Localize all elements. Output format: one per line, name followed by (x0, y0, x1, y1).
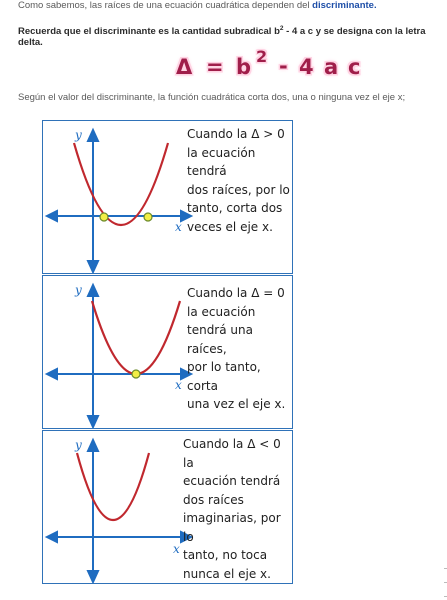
panel-one-root-text (187, 284, 292, 414)
text-line: ecuación tendrá (183, 474, 281, 488)
recuerda-before: Recuerda que el discriminante es la cantidad subradical b (18, 26, 280, 38)
intro-text (18, 0, 377, 11)
text-line: Cuando la Δ = 0 (187, 286, 285, 300)
root-point (100, 213, 108, 221)
text-line: una vez el eje x. (187, 397, 286, 411)
panel-two-roots-text (187, 125, 292, 236)
text-line: imaginarias, por lo (183, 511, 281, 544)
text-line: nunca el eje x. (183, 566, 271, 581)
x-axis-label: x (175, 378, 182, 392)
y-axis-label: y (75, 128, 82, 142)
formula-four: 4 (299, 55, 314, 79)
formula-a: a (324, 55, 339, 79)
text-line: Cuando la Δ > 0 (187, 127, 285, 141)
panel-no-roots (42, 430, 293, 584)
text-line: tendrá una raíces, (187, 323, 253, 356)
text-line: tanto, corta dos (187, 201, 283, 215)
panel-two-roots (42, 120, 293, 274)
y-axis-label: y (75, 438, 82, 452)
formula-c: c (348, 55, 361, 79)
x-axis-label: x (173, 542, 180, 556)
panel-no-roots-text (183, 435, 292, 583)
text-line: la ecuación (187, 304, 256, 319)
formula-exponent: 2 (256, 47, 268, 66)
panel-one-root (42, 275, 293, 429)
intro-sentence: Como sabemos, las raíces de una ecuación cuadrática dependen del (18, 0, 313, 11)
text-line: dos raíces (183, 492, 244, 507)
segun-text: Según el valor del discriminante, la función cuadrática corta dos, una o ninguna vez el eje x; (18, 92, 406, 103)
text-line: tanto, no toca (183, 548, 268, 562)
recuerda-text (18, 25, 447, 48)
root-point (144, 213, 152, 221)
root-point (132, 370, 140, 378)
y-axis-label: y (75, 283, 82, 297)
text-line: dos raíces, por lo (187, 182, 290, 197)
formula-minus: - (279, 54, 288, 78)
text-line: Cuando la Δ < 0 la (183, 437, 281, 470)
text-line: por lo tanto, corta (187, 360, 261, 393)
x-axis-label: x (175, 220, 182, 234)
formula-b: b (236, 55, 252, 79)
text-line: la ecuación tendrá (187, 145, 256, 178)
formula-equals: = (206, 55, 224, 79)
recuerda-exponent: 2 (279, 25, 284, 32)
recuerda-after: - 4 a c y se designa con la letra delta. (18, 26, 426, 49)
text-line: veces el eje x. (187, 219, 273, 234)
formula-delta: Δ (176, 55, 193, 79)
discriminante-link[interactable]: discriminante. (312, 0, 377, 11)
